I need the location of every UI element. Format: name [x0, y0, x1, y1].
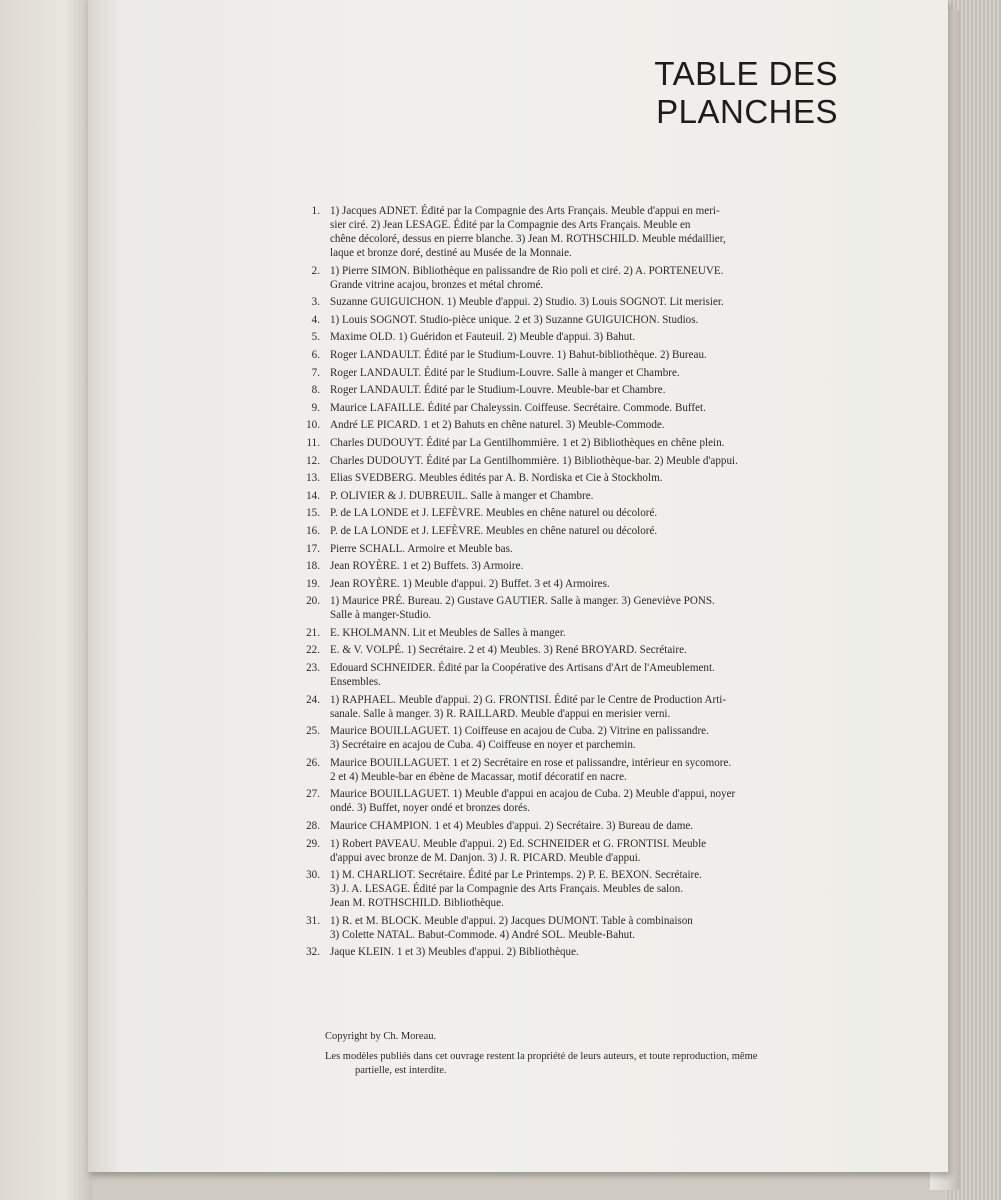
- list-item: [298, 542, 878, 556]
- entry-number: 32.: [306, 946, 320, 959]
- entry-number: 16.: [306, 524, 320, 537]
- plate-list: [298, 204, 878, 963]
- entry-line: 1) Maurice PRÉ. Bureau. 2) Gustave GAUTIER. Salle à manger. 3) Geneviève PONS.: [330, 595, 715, 608]
- entry-line: Ensembles.: [330, 676, 381, 689]
- entry-line: Maxime OLD. 1) Guéridon et Fauteuil. 2) Meuble d'appui. 3) Bahut.: [330, 331, 636, 344]
- list-item: [298, 787, 878, 815]
- entry-line: Maurice LAFAILLE. Édité par Chaleyssin. Coiffeuse. Secrétaire. Commode. Buffet.: [330, 401, 706, 414]
- entry-number: 5.: [311, 331, 320, 344]
- list-item: [298, 945, 878, 959]
- entry-line: Edouard SCHNEIDER. Édité par la Coopérative des Artisans d'Art de l'Ameublement.: [330, 662, 715, 675]
- entry-number: 17.: [306, 542, 320, 555]
- list-item: [298, 313, 878, 327]
- list-item: [298, 626, 878, 640]
- entry-line: 1) M. CHARLIOT. Secrétaire. Édité par Le Printemps. 2) P. E. BEXON. Secrétaire.: [330, 869, 702, 882]
- list-item: [298, 559, 878, 573]
- entry-number: 26.: [306, 756, 320, 769]
- entry-number: 23.: [306, 662, 320, 675]
- entry-number: 13.: [306, 472, 320, 485]
- entry-line: P. de LA LONDE et J. LEFÈVRE. Meubles en chêne naturel ou décoloré.: [330, 524, 658, 537]
- list-item: [298, 819, 878, 833]
- list-item: [298, 383, 878, 397]
- entry-line: Jaque KLEIN. 1 et 3) Meubles d'appui. 2) Bibliothèque.: [330, 946, 579, 959]
- entry-line: laque et bronze doré, destiné au Musée de la Monnaie.: [330, 247, 572, 259]
- notice-line: Les modèles publiés dans cet ouvrage restent la propriété de leurs auteurs, et toute reproduction, même: [325, 1051, 758, 1062]
- list-item: [298, 643, 878, 657]
- entry-line: sanale. Salle à manger. 3) R. RAILLARD. Meuble d'appui en merisier verni.: [330, 707, 671, 720]
- entry-line: Roger LANDAULT. Édité par le Studium-Louvre. Salle à manger et Chambre.: [330, 366, 680, 379]
- entry-line: 1) Louis SOGNOT. Studio-pièce unique. 2 et 3) Suzanne GUIGUICHON. Studios.: [330, 313, 699, 326]
- list-item: [298, 577, 878, 591]
- entry-line: 1) RAPHAEL. Meuble d'appui. 2) G. FRONTISI. Édité par le Centre de Production Arti-: [330, 693, 727, 706]
- list-item: [298, 330, 878, 344]
- entry-number: 10.: [306, 419, 320, 432]
- entry-number: 19.: [306, 577, 320, 590]
- list-item: [298, 693, 878, 721]
- entry-line: Jean ROYÈRE. 1) Meuble d'appui. 2) Buffet. 3 et 4) Armoires.: [330, 577, 610, 590]
- entry-number: 12.: [306, 454, 320, 467]
- list-item: [298, 724, 878, 752]
- entry-line: Roger LANDAULT. Édité par le Studium-Louvre. Meuble-bar et Chambre.: [330, 384, 666, 397]
- entry-number: 11.: [306, 436, 320, 449]
- entry-number: 29.: [306, 837, 320, 850]
- list-item: [298, 348, 878, 362]
- list-item: [298, 295, 878, 309]
- entry-line: chêne décoloré, dessus en pierre blanche. 3) Jean M. ROTHSCHILD. Meuble médaillier,: [330, 233, 726, 245]
- entry-number: 24.: [306, 693, 320, 706]
- list-item: [298, 366, 878, 380]
- entry-line: E. KHOLMANN. Lit et Meubles de Salles à manger.: [330, 626, 566, 639]
- entry-line: Jean M. ROTHSCHILD. Bibliothèque.: [330, 897, 504, 910]
- entry-line: Maurice BOUILLAGUET. 1) Meuble d'appui en acajou de Cuba. 2) Meuble d'appui, noyer: [330, 788, 736, 801]
- list-item: [298, 914, 878, 942]
- entry-line: Maurice CHAMPION. 1 et 4) Meubles d'appui. 2) Secrétaire. 3) Bureau de dame.: [330, 820, 694, 833]
- copyright-line: Copyright by Ch. Moreau.: [325, 1031, 437, 1042]
- reproduction-notice: [325, 1050, 885, 1078]
- entry-number: 15.: [306, 507, 320, 520]
- list-item: [298, 401, 878, 415]
- entry-line: Roger LANDAULT. Édité par le Studium-Louvre. 1) Bahut-bibliothèque. 2) Bureau.: [330, 348, 707, 361]
- list-item: [298, 868, 878, 910]
- entry-number: 30.: [306, 869, 320, 882]
- copyright-block: [325, 1030, 885, 1078]
- entry-number: 8.: [311, 384, 320, 397]
- entry-number: 28.: [306, 820, 320, 833]
- entry-number: 6.: [311, 348, 320, 361]
- entry-number: 22.: [306, 644, 320, 657]
- book-page: [88, 0, 948, 1172]
- entry-line: Jean ROYÈRE. 1 et 2) Buffets. 3) Armoire.: [330, 560, 524, 573]
- list-item: [298, 418, 878, 432]
- entry-line: P. de LA LONDE et J. LEFÈVRE. Meubles en chêne naturel ou décoloré.: [330, 507, 658, 520]
- list-item: [298, 594, 878, 622]
- entry-line: Charles DUDOUYT. Édité par La Gentilhommière. 1 et 2) Bibliothèques en chêne plein.: [330, 436, 725, 449]
- entry-line: Suzanne GUIGUICHON. 1) Meuble d'appui. 2) Studio. 3) Louis SOGNOT. Lit merisier.: [330, 296, 724, 309]
- list-item: [298, 489, 878, 503]
- entry-line: Grande vitrine acajou, bronzes et métal chromé.: [330, 278, 544, 291]
- entry-number: 2.: [311, 264, 320, 277]
- entry-line: 1) Robert PAVEAU. Meuble d'appui. 2) Ed. SCHNEIDER et G. FRONTISI. Meuble: [330, 837, 707, 850]
- entry-number: 1.: [311, 205, 320, 217]
- list-item: [298, 264, 878, 292]
- entry-line: ondé. 3) Buffet, noyer ondé et bronzes dorés.: [330, 802, 531, 815]
- entry-number: 21.: [306, 626, 320, 639]
- list-item: [298, 454, 878, 468]
- facing-page: [0, 0, 92, 1200]
- entry-line: E. & V. VOLPÉ. 1) Secrétaire. 2 et 4) Meubles. 3) René BROYARD. Secrétaire.: [330, 644, 687, 657]
- list-item: [298, 756, 878, 784]
- entry-number: 9.: [311, 401, 320, 414]
- entry-number: 27.: [306, 788, 320, 801]
- entry-line: 1) R. et M. BLOCK. Meuble d'appui. 2) Jacques DUMONT. Table à combinaison: [330, 914, 693, 927]
- entry-line: sier ciré. 2) Jean LESAGE. Édité par la Compagnie des Arts Français. Meuble en: [330, 219, 691, 231]
- entry-line: 1) Pierre SIMON. Bibliothèque en palissandre de Rio poli et ciré. 2) A. PORTENEUVE.: [330, 264, 724, 277]
- list-item: [298, 471, 878, 485]
- entry-line: 1) Jacques ADNET. Édité par la Compagnie des Arts Français. Meuble d'appui en meri-: [330, 205, 720, 217]
- entry-number: 7.: [311, 366, 320, 379]
- list-item: [298, 506, 878, 520]
- entry-line: Charles DUDOUYT. Édité par La Gentilhommière. 1) Bibliothèque-bar. 2) Meuble d'appui.: [330, 454, 738, 467]
- entry-number: 31.: [306, 914, 320, 927]
- entry-number: 25.: [306, 725, 320, 738]
- list-item: [298, 524, 878, 538]
- list-item: [298, 204, 878, 260]
- entry-number: 20.: [306, 595, 320, 608]
- entry-line: Pierre SCHALL. Armoire et Meuble bas.: [330, 542, 513, 555]
- page-title: TABLE DES PLANCHES: [654, 55, 838, 130]
- entry-line: 3) Secrétaire en acajou de Cuba. 4) Coiffeuse en noyer et parchemin.: [330, 739, 636, 752]
- entry-line: d'appui avec bronze de M. Danjon. 3) J. R. PICARD. Meuble d'appui.: [330, 851, 641, 864]
- list-item: [298, 837, 878, 865]
- entry-number: 4.: [311, 313, 320, 326]
- entry-line: Elias SVEDBERG. Meubles édités par A. B. Nordiska et Cie à Stockholm.: [330, 472, 663, 485]
- entry-number: 3.: [311, 296, 320, 309]
- entry-number: 18.: [306, 560, 320, 573]
- notice-line: partielle, est interdite.: [355, 1065, 447, 1076]
- entry-number: 14.: [306, 489, 320, 502]
- list-item: [298, 661, 878, 689]
- entry-line: P. OLIVIER & J. DUBREUIL. Salle à manger et Chambre.: [330, 489, 594, 502]
- entry-line: Salle à manger-Studio.: [330, 609, 432, 622]
- entry-line: Maurice BOUILLAGUET. 1) Coiffeuse en acajou de Cuba. 2) Vitrine en palissandre.: [330, 725, 709, 738]
- list-item: [298, 436, 878, 450]
- entry-line: André LE PICARD. 1 et 2) Bahuts en chêne naturel. 3) Meuble-Commode.: [330, 419, 665, 432]
- entry-line: 2 et 4) Meuble-bar en ébène de Macassar, motif décoratif en nacre.: [330, 770, 627, 783]
- entry-line: Maurice BOUILLAGUET. 1 et 2) Secrétaire en rose et palissandre, intérieur en sycomore.: [330, 756, 732, 769]
- entry-line: 3) Colette NATAL. Babut-Commode. 4) André SOL. Meuble-Bahut.: [330, 928, 636, 941]
- entry-line: 3) J. A. LESAGE. Édité par la Compagnie des Arts Français. Meubles de salon.: [330, 883, 684, 896]
